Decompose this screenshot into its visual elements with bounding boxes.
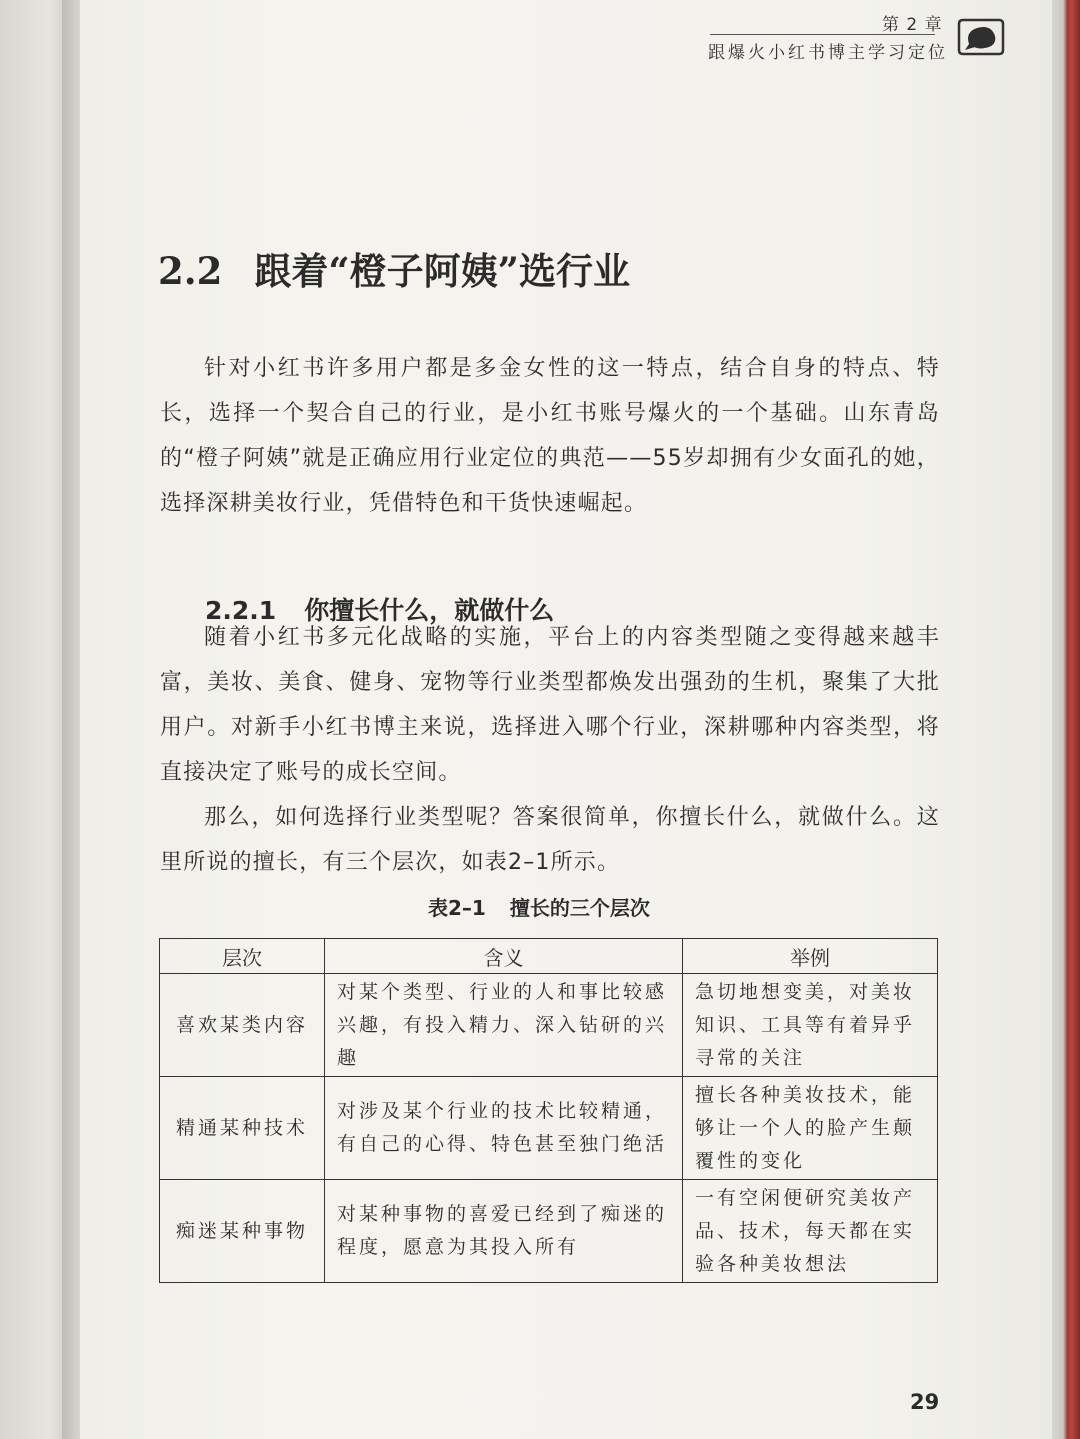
section-number: 2.2 xyxy=(158,248,223,293)
column-header-level: 层次 xyxy=(160,939,325,974)
table-cell-meaning: 对某个类型、行业的人和事比较感兴趣，有投入精力、深入钻研的兴趣 xyxy=(325,974,683,1077)
table-row xyxy=(160,1077,938,1180)
table-cell-example: 一有空闲便研究美妆产品、技术，每天都在实验各种美妆想法 xyxy=(683,1180,938,1283)
table-row xyxy=(160,974,938,1077)
table-caption-number: 表2–1 xyxy=(428,896,486,920)
column-header-example: 举例 xyxy=(683,939,938,974)
table-cell-level: 痴迷某种事物 xyxy=(160,1180,325,1283)
left-page-edge xyxy=(0,0,70,1439)
intro-paragraph: 针对小红书许多用户都是多金女性的这一特点，结合自身的特点、特长，选择一个契合自己的行业，是小红书账号爆火的一个基础。山东青岛的“橙子阿姨”就是正确应用行业定位的典范——55岁却拥有少女面孔的她，选择深耕美妆行业，凭借特色和干货快速崛起。 xyxy=(160,356,940,516)
column-header-meaning: 含义 xyxy=(325,939,683,974)
page-stack-edge xyxy=(1052,0,1080,1439)
header-divider xyxy=(710,34,935,35)
body-paragraph: 那么，如何选择行业类型呢？答案很简单，你擅长什么，就做什么。这里所说的擅长，有三个层次，如表2–1所示。 xyxy=(160,805,940,875)
table-caption xyxy=(428,892,650,921)
table-cell-level: 喜欢某类内容 xyxy=(160,974,325,1077)
table-cell-example: 急切地想变美，对美妆知识、工具等有着异乎寻常的关注 xyxy=(683,974,938,1077)
skill-levels-table xyxy=(159,938,938,1283)
table-header-row xyxy=(160,939,938,974)
running-header-subtitle: 跟爆火小红书博主学习定位 xyxy=(708,43,948,63)
table-row xyxy=(160,1180,938,1283)
section-title: 跟着“橙子阿姨”选行业 xyxy=(254,248,630,293)
running-header-chapter: 第 2 章 xyxy=(882,15,943,35)
body-paragraph: 随着小红书多元化战略的实施，平台上的内容类型随之变得越来越丰富，美妆、美食、健身、宠物等行业类型都焕发出强劲的生机，聚集了大批用户。对新手小红书博主来说，选择进入哪个行业，深耕哪种内容类型，将直接决定了账号的成长空间。 xyxy=(160,625,940,785)
section-heading xyxy=(158,241,630,295)
table-caption-title: 擅长的三个层次 xyxy=(509,896,650,920)
subsection-title: 你擅长什么，就做什么 xyxy=(304,595,555,625)
table-cell-level: 精通某种技术 xyxy=(160,1077,325,1180)
subsection-number: 2.2.1 xyxy=(205,595,277,625)
table-cell-meaning: 对涉及某个行业的技术比较精通，有自己的心得、特色甚至独门绝活 xyxy=(325,1077,683,1180)
table-cell-meaning: 对某种事物的喜爱已经到了痴迷的程度，愿意为其投入所有 xyxy=(325,1180,683,1283)
table-cell-example: 擅长各种美妆技术，能够让一个人的脸产生颠覆性的变化 xyxy=(683,1077,938,1180)
page-number: 29 xyxy=(910,1390,940,1414)
chapter-badge-icon xyxy=(955,10,1007,62)
